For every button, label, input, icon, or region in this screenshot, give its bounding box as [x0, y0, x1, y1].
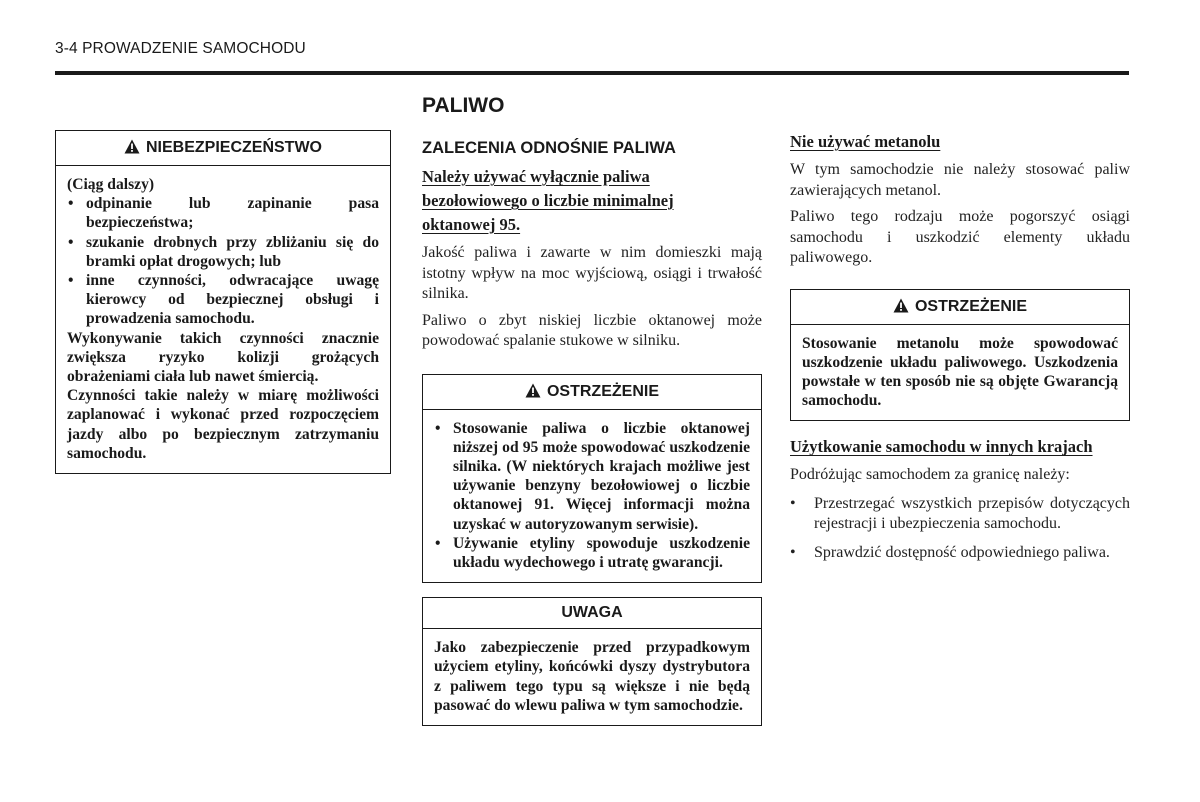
warning-box-header — [423, 375, 761, 410]
continued-label: (Ciąg dalszy) — [67, 176, 155, 193]
column-right — [790, 130, 1130, 571]
note-text: Jako zabezpieczenie przed przypadkowym użyciem etyliny, końcówki dyszy dystrybutora z paliwem tego typu są większe i nie będą pasować do wlewu paliwa w tym samochodzie. — [434, 639, 750, 714]
list-item: • Przestrzegać wszystkich przepisów dotyczących rejestracji i ubezpieczenia samochodu. — [790, 494, 1130, 535]
note-box — [422, 597, 762, 726]
header-rule — [55, 71, 1129, 75]
column-middle — [422, 92, 762, 726]
warning-triangle-icon — [525, 377, 541, 411]
warning-box-body — [423, 410, 761, 583]
other-countries-heading — [790, 437, 1093, 456]
methanol-paragraph-2: Paliwo tego rodzaju może pogorszyć osiągi samochodu i uszkodzić elementy układu paliwowego. — [790, 208, 1130, 266]
danger-paragraph-2: Czynności takie należy w miarę możliwości zaplanować i wykonać przed rozpoczęciem jazdy albo po bezpiecznym zatrzymaniu samochodu. — [67, 387, 379, 462]
danger-box-body — [56, 166, 390, 473]
danger-list — [67, 194, 379, 328]
section-title: PALIWO — [422, 94, 505, 117]
danger-box-header — [56, 131, 390, 166]
methanol-paragraph-1: W tym samochodzie nie należy stosować paliw zawierających metanol. — [790, 161, 1130, 199]
danger-paragraph-1: Wykonywanie takich czynności znacznie zwiększa ryzyko kolizji grożących obrażeniami ciała lub nawet śmiercią. — [67, 329, 379, 386]
fuel-paragraph-2: Paliwo o zbyt niskiej liczbie oktanowej może powodować spalanie stukowe w silniku. — [422, 311, 762, 349]
other-countries-list — [790, 494, 1130, 564]
list-item: • Sprawdzić dostępność odpowiedniego paliwa. — [790, 543, 1130, 564]
fuel-heading-text: Należy używać wyłącznie paliwa bezołowiowego o liczbie minimalnej oktanowej 95. — [422, 167, 674, 234]
other-countries-paragraph: Podróżując samochodem za granicę należy: — [790, 466, 1070, 484]
page-header: 3-4 PROWADZENIE SAMOCHODU — [55, 40, 306, 57]
note-box-body — [423, 629, 761, 725]
column-left — [55, 130, 391, 474]
methanol-warning-box-title: OSTRZEŻENIE — [914, 297, 1027, 315]
warning-list — [434, 419, 750, 573]
danger-box-title: NIEBEZPIECZEŃSTWO — [145, 139, 322, 156]
warning-box-title: OSTRZEŻENIE — [546, 382, 659, 400]
warning-box — [422, 374, 762, 584]
methanol-warning-box-body — [791, 325, 1129, 421]
list-item: • odpinanie lub zapinanie pasa bezpieczeństwa; — [67, 194, 379, 232]
list-item: • inne czynności, odwracające uwagę kierowcy od bezpiecznej obsługi i prowadzenia samochodu. — [67, 271, 379, 329]
methanol-warning-box — [790, 289, 1130, 422]
methanol-heading — [790, 132, 940, 151]
list-item: • szukanie drobnych przy zbliżaniu się do bramki opłat drogowych; lub — [67, 233, 379, 271]
fuel-paragraph-1: Jakość paliwa i zawarte w nim domieszki mają istotny wpływ na moc wyjściową, osiągi i trwałość silnika. — [422, 244, 762, 302]
warning-triangle-icon — [124, 133, 140, 167]
subsection-title: ZALECENIA ODNOŚNIE PALIWA — [422, 139, 676, 157]
other-countries-heading-text: Użytkowanie samochodu w innych krajach — [790, 437, 1093, 457]
methanol-warning-box-header — [791, 290, 1129, 325]
methanol-heading-text: Nie używać metanolu — [790, 132, 941, 151]
danger-box — [55, 130, 391, 474]
list-item: • Używanie etyliny spowoduje uszkodzenie układu wydechowego i utratę gwarancji. — [434, 534, 750, 572]
note-box-header — [423, 598, 761, 629]
methanol-warning-text: Stosowanie metanolu może spowodować uszkodzenie układu paliwowego. Uszkodzenia powstałe w ten sposób nie są objęte Gwarancją samochodu. — [802, 334, 1118, 410]
fuel-heading — [422, 167, 674, 234]
list-item: • Stosowanie paliwa o liczbie oktanowej niższej od 95 może spowodować uszkodzenie silnika. (W niektórych krajach możliwe jest używanie benzyny bezołowiowej o liczbie oktanowej 91. Więcej informacji można uzyskać w autoryzowanym serwisie). — [434, 419, 750, 534]
note-box-title: UWAGA — [561, 604, 623, 622]
warning-triangle-icon — [893, 292, 909, 326]
